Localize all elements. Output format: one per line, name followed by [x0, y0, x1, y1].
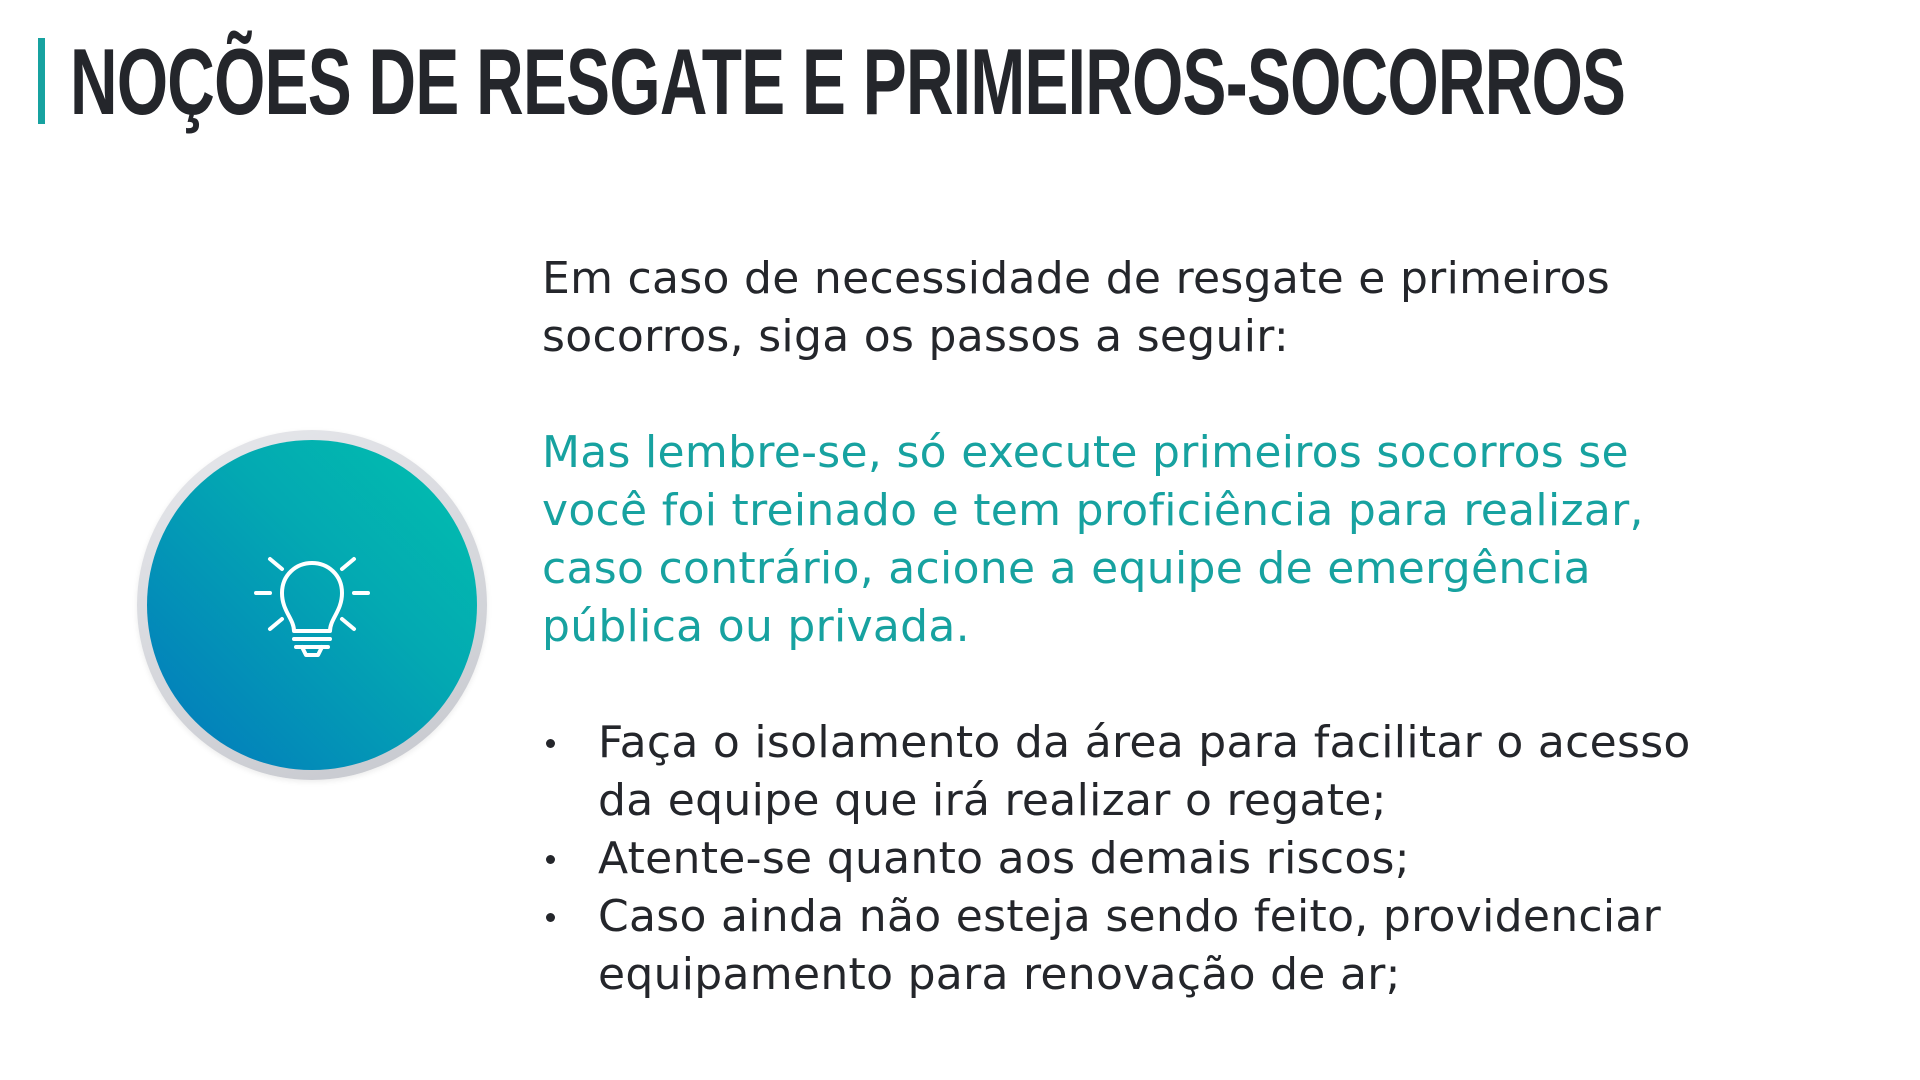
- intro-line: socorros, siga os passos a seguir:: [542, 311, 1289, 362]
- bullet-icon: [546, 855, 555, 864]
- title-accent-bar: [38, 38, 45, 124]
- list-item-line: Atente-se quanto aos demais riscos;: [598, 833, 1410, 884]
- bullet-icon: [546, 913, 555, 922]
- intro-paragraph: [542, 250, 1872, 366]
- list-item: [542, 888, 1872, 1004]
- warning-line: você foi treinado e tem proficiência para realizar,: [542, 485, 1644, 536]
- list-item-line: Faça o isolamento da área para facilitar o acesso: [598, 717, 1691, 768]
- page-title: NOÇÕES DE RESGATE E PRIMEIROS-SOCORROS: [70, 29, 1626, 134]
- steps-list: [542, 714, 1872, 1004]
- warning-line: Mas lembre-se, só execute primeiros socorros se: [542, 427, 1629, 478]
- list-item-line: equipamento para renovação de ar;: [598, 949, 1401, 1000]
- list-item: [542, 714, 1872, 830]
- bullet-icon: [546, 739, 555, 748]
- intro-line: Em caso de necessidade de resgate e primeiros: [542, 253, 1611, 304]
- icon-circle: [147, 440, 477, 770]
- list-item-line: da equipe que irá realizar o regate;: [598, 775, 1387, 826]
- warning-paragraph: [542, 424, 1872, 656]
- warning-line: caso contrário, acione a equipe de emergência: [542, 543, 1591, 594]
- list-item: [542, 830, 1872, 888]
- lightbulb-icon: [242, 535, 382, 675]
- warning-line: pública ou privada.: [542, 601, 970, 652]
- content-text: [542, 250, 1872, 1004]
- list-item-line: Caso ainda não esteja sendo feito, providenciar: [598, 891, 1662, 942]
